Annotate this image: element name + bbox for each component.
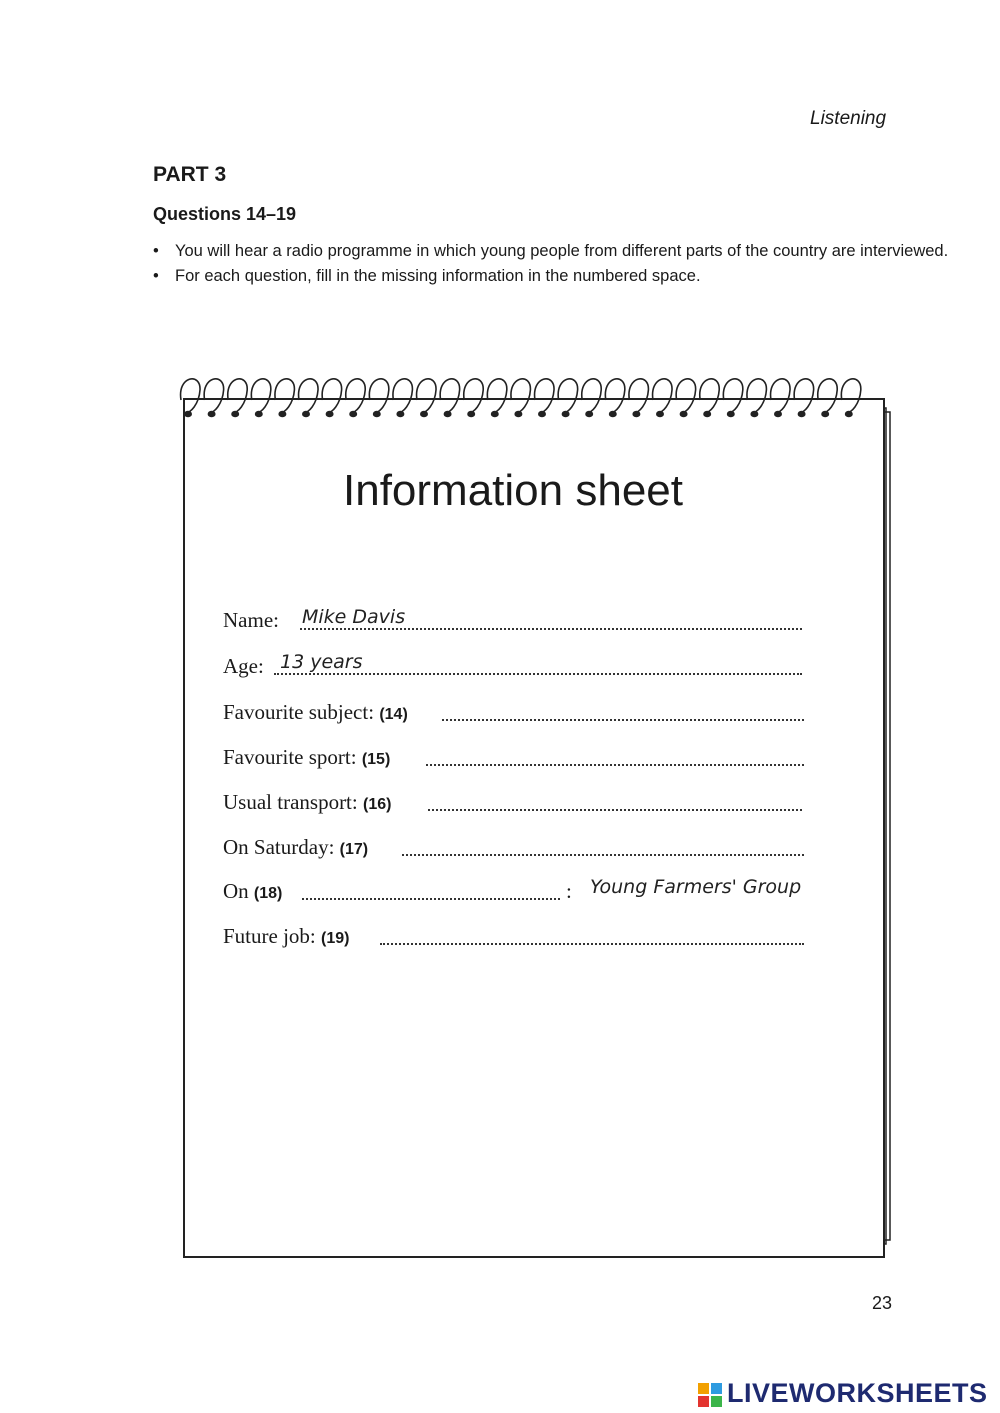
field-label: Future job:: [223, 924, 316, 948]
spiral-ring: [676, 379, 695, 412]
separator-colon: :: [566, 879, 572, 903]
spiral-ring: [251, 379, 270, 412]
field-label: Age:: [223, 654, 264, 678]
spiral-ring: [346, 379, 365, 412]
field-label: Favourite sport:: [223, 745, 357, 769]
spiral-ring: [605, 379, 624, 412]
spiral-ring: [818, 379, 837, 412]
answer-line: [300, 628, 802, 630]
field-usual-transport: [223, 790, 391, 820]
spiral-ring: [487, 379, 506, 412]
spiral-hole: [208, 412, 214, 417]
spiral-hole: [326, 412, 332, 417]
instructions-list: [153, 240, 953, 290]
spiral-hole: [421, 412, 427, 417]
field-future-job: [223, 924, 349, 954]
field-label: On Saturday:: [223, 835, 335, 859]
spiral-hole: [610, 412, 616, 417]
spiral-ring: [558, 379, 577, 412]
answer-line-16[interactable]: [428, 809, 802, 811]
question-number: (15): [361, 751, 391, 768]
spiral-hole: [704, 412, 710, 417]
instruction-item: • You will hear a radio programme in which young people from different parts of the country are interviewed.: [153, 240, 953, 263]
spiral-ring: [417, 379, 436, 412]
spiral-hole: [586, 412, 592, 417]
spiral-hole: [562, 412, 568, 417]
spiral-hole: [633, 412, 639, 417]
spiral-ring: [275, 379, 294, 412]
spiral-ring: [723, 379, 742, 412]
answer-line-18[interactable]: [302, 898, 560, 900]
spiral-ring: [228, 379, 247, 412]
question-number: (19): [321, 930, 350, 947]
instruction-item: • For each question, fill in the missing information in the numbered space.: [153, 265, 953, 288]
question-number: (16): [362, 796, 392, 813]
field-favourite-subject: [223, 700, 408, 730]
watermark-text: LIVEWORKSHEETS: [727, 1378, 988, 1408]
spiral-ring: [369, 379, 388, 412]
handwritten-answer: 13 years: [280, 651, 363, 673]
spiral-hole: [279, 412, 285, 417]
information-sheet: [183, 398, 885, 1258]
spiral-hole: [350, 412, 356, 417]
spiral-hole: [798, 412, 804, 417]
questions-range: Questions 14–19: [153, 204, 297, 224]
spiral-hole: [822, 412, 828, 417]
answer-line-14[interactable]: [442, 719, 804, 721]
question-number: (17): [339, 841, 369, 858]
field-on-saturday: [223, 835, 368, 865]
field-label: Usual transport:: [223, 790, 358, 814]
field-age: [223, 654, 264, 684]
spiral-hole: [846, 412, 852, 417]
spiral-ring: [440, 379, 459, 412]
spiral-ring: [747, 379, 766, 412]
field-label: Name:: [223, 608, 279, 632]
liveworksheets-logo-icon: [697, 1380, 725, 1410]
field-label: Favourite subject:: [223, 700, 375, 724]
spiral-ring: [771, 379, 790, 412]
spiral-hole: [185, 412, 191, 417]
handwritten-answer: Mike Davis: [302, 606, 406, 628]
answer-line-15[interactable]: [426, 764, 804, 766]
spiral-hole: [397, 412, 403, 417]
spiral-ring: [322, 379, 341, 412]
spiral-hole: [256, 412, 262, 417]
spiral-hole: [444, 412, 450, 417]
spiral-ring: [653, 379, 672, 412]
spiral-ring: [299, 379, 318, 412]
spiral-ring: [393, 379, 412, 412]
spiral-ring: [464, 379, 483, 412]
page-number: 23: [872, 1293, 893, 1313]
spiral-ring: [511, 379, 530, 412]
spiral-hole: [232, 412, 238, 417]
spiral-ring: [629, 379, 648, 412]
question-number: (14): [379, 706, 408, 723]
sheet-title: Information sheet: [343, 466, 683, 515]
spiral-ring: [582, 379, 601, 412]
spiral-ring: [204, 379, 223, 412]
handwritten-group: Young Farmers' Group: [590, 876, 802, 898]
section-label: Listening: [810, 108, 887, 129]
spiral-ring: [794, 379, 813, 412]
field-label: On: [223, 879, 249, 903]
spiral-hole: [468, 412, 474, 417]
part-title: PART 3: [153, 163, 227, 186]
answer-line: [274, 673, 802, 675]
spiral-ring: [700, 379, 719, 412]
answer-line-19[interactable]: [380, 943, 804, 945]
spiral-ring: [535, 379, 554, 412]
spiral-hole: [751, 412, 757, 417]
spiral-hole: [680, 412, 686, 417]
spiral-hole: [775, 412, 781, 417]
separator: [566, 879, 572, 909]
spiral-hole: [303, 412, 309, 417]
spiral-ring: [181, 379, 200, 412]
spiral-hole: [728, 412, 734, 417]
answer-line-17[interactable]: [402, 854, 804, 856]
spiral-hole: [374, 412, 380, 417]
spiral-hole: [539, 412, 545, 417]
spiral-hole: [515, 412, 521, 417]
question-number: (18): [253, 885, 283, 902]
field-name: [223, 608, 279, 638]
spiral-binding-icon: [176, 370, 876, 422]
spiral-hole: [657, 412, 663, 417]
field-on-18: [223, 879, 282, 909]
spiral-hole: [492, 412, 498, 417]
spiral-ring: [841, 379, 860, 412]
field-favourite-sport: [223, 745, 390, 775]
